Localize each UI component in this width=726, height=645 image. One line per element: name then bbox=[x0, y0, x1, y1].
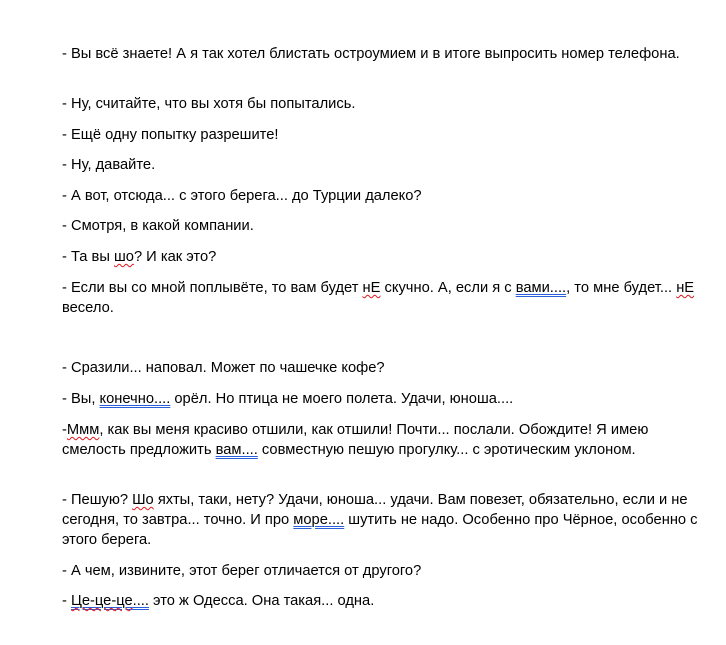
text-run: ? И как это? bbox=[133, 249, 217, 265]
text-run: - Вы, bbox=[62, 391, 100, 407]
text-run: скучно. А, если я с bbox=[380, 280, 516, 296]
paragraph-1: - Вы всё знаете! А я так хотел блистать остроумием и в итоге выпросить номер телефона. bbox=[62, 46, 680, 62]
grammar-error[interactable]: конечно.... bbox=[99, 391, 171, 407]
spelling-error[interactable]: Шо bbox=[132, 492, 154, 508]
spelling-error[interactable]: нЕ bbox=[362, 280, 381, 296]
paragraph-6: - Смотря, в какой компании. bbox=[62, 218, 254, 234]
grammar-error[interactable] bbox=[71, 593, 149, 609]
paragraph-7 bbox=[62, 247, 702, 267]
spelling-error[interactable]: Ммм bbox=[66, 422, 100, 438]
paragraph-3: - Ещё одну попытку разрешите! bbox=[62, 127, 279, 143]
paragraph-5: - А вот, отсюда... с этого берега... до Турции далеко? bbox=[62, 188, 422, 204]
text-run: - Если вы со мной поплывёте, то вам будет bbox=[62, 280, 363, 296]
text-run: , то мне будет... bbox=[566, 280, 677, 296]
text-run: , как вы меня красиво отшили, как отшили! Почти... послали. Обождите! Я имею смелость предложить bbox=[62, 422, 649, 458]
spelling-error[interactable]: Це-це-це bbox=[70, 593, 133, 609]
grammar-error[interactable]: море.... bbox=[293, 512, 345, 528]
grammar-error[interactable]: вам.... bbox=[215, 442, 258, 458]
text-run: орёл. Но птица не моего полета. Удачи, юноша.... bbox=[170, 391, 514, 407]
text-run: - Та вы bbox=[62, 249, 114, 265]
paragraph-8 bbox=[62, 278, 702, 318]
text-run: .... bbox=[132, 593, 149, 609]
paragraph-12 bbox=[62, 490, 702, 550]
spelling-error[interactable]: нЕ bbox=[676, 280, 695, 296]
paragraph-14 bbox=[62, 591, 702, 611]
paragraph-9: - Сразили... наповал. Может по чашечке кофе? bbox=[62, 360, 385, 376]
text-run: совместную пешую прогулку... с эротическим уклоном. bbox=[257, 442, 636, 458]
text-run: - bbox=[62, 593, 71, 609]
text-run: весело. bbox=[62, 300, 114, 316]
grammar-error[interactable]: вами.... bbox=[515, 280, 567, 296]
text-run: шутить не надо. Особенно про Чёрное, особенно с этого берега. bbox=[62, 512, 698, 548]
paragraph-4: - Ну, давайте. bbox=[62, 157, 156, 173]
text-run: это ж Одесса. Она такая... одна. bbox=[148, 593, 375, 609]
paragraph-13: - А чем, извините, этот берег отличается от другого? bbox=[62, 563, 422, 579]
spelling-error[interactable]: шо bbox=[113, 249, 134, 265]
text-run: яхты, таки, нету? Удачи, юноша... удачи. Вам повезет, обязательно, если и не сегодня, то завтра... точно. И про bbox=[62, 492, 688, 528]
paragraph-10 bbox=[62, 389, 702, 409]
text-run: - bbox=[62, 422, 67, 438]
paragraph-2: - Ну, считайте, что вы хотя бы попытались. bbox=[62, 96, 356, 112]
text-run: - Пешую? bbox=[62, 492, 133, 508]
paragraph-11 bbox=[62, 420, 702, 460]
